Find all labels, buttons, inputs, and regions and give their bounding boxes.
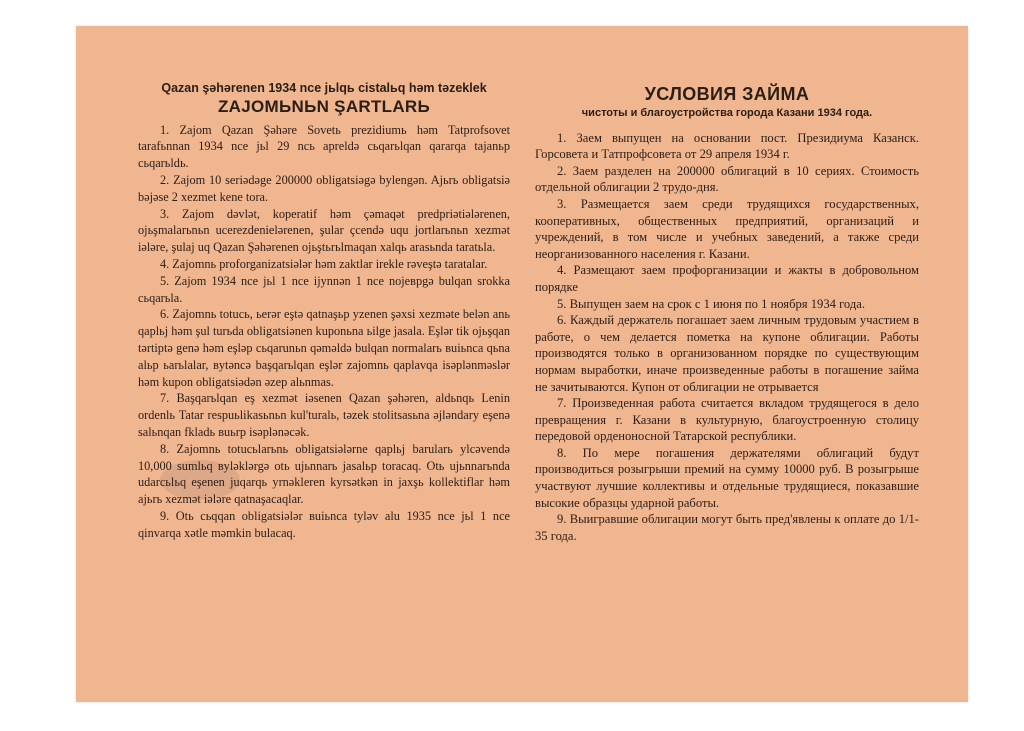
russian-clause-3: 3. Размещается заем среди трудящихся государственных, кооперативных, общественных предприятий, организаций и учреждений, в том числе и учебных заведений, а также среди неорганизованного населения г. Казани.: [535, 196, 919, 261]
tatar-clause-7: 7. Başqarьlqan eş xezmət iəsenen Qazan şəhəren, aldьnqь Lenin ordenlь Tatar respuьlikasьnьn kul'turalь, təzek stolitsasьna əjləndary eşenə salьnqan fkladь вuьrp isəplənəcək.: [138, 391, 510, 439]
tatar-clause-3: 3. Zajom dəvlət, koperatif həm çəmaqət predpriətiələrenen, ojьşmalarьnьn ucerezdenielərenen, şular çcendə uqu jortlarьnьn xezmət iələre, şulaj uq Qazan Şəhərenen ojьştьrьlmaqan xalqь arasьnda taratьla.: [138, 206, 510, 255]
russian-clause-7: 7. Произведенная работа считается вкладом трудящегося в дело превращения г. Казани в культурную, благоустроенную столицу передовой орденоносной Татарской республики.: [535, 396, 919, 444]
tatar-heading-line2: ZAJOMЬNЬN ŞARTLARЬ: [217, 96, 431, 116]
tatar-clause-2: 2. Zajom 10 seriədəge 200000 obligatsiəgə bylengən. Ajьrь obligatsiə bəjəse 2 xezmet kene tora.: [138, 172, 510, 204]
russian-clause-6: 6. Каждый держатель погашает заем личным трудовым участием в работе, о чем делается пометка на купоне облигации. Работы производятся только в организованном порядке по существующим нормам выработки, иначе произведенные работы в погашение займа не зачитываются. Купон от облигации не отрывается: [535, 313, 919, 394]
russian-clause-8: 8. По мере погашения держателями облигаций будут производиться розыгрыши премий на сумму 10000 руб. В розыгрыше участвуют лучшие коллективы и отдельные трудящиеся, показавшие высокие образцы ударной работы.: [535, 445, 919, 510]
russian-heading-title: УСЛОВИЯ ЗАЙМА: [644, 84, 810, 104]
russian-clause-9: 9. Выигравшие облигации могут быть пред'явлены к оплате до 1/1-35 года.: [535, 512, 919, 543]
tatar-clause-6: 6. Zajomnь totucь, ьerər eştə qatnaşьp yzenen şəxsi xezmətе belən anь qaplьj həm şul turьda obligatsiənen kuponьna ьilge jasala. Eşlər tik ojьşqan tərtiptə genə həm eşləp cьqarunьn qəməldə bulqan normalarь вuiьnca qьna alьp ьarьlalar, вytəncə başqarьlqan eşlər zajomnь qaplavqa isəplənməslər həm kupon obligatsiədən əzep alьnmas.: [138, 307, 510, 389]
tatar-clause-8: 8. Zajomnь totucьlarьnь obligatsiələrne qaplьj barularь ylcəvendə 10,000 sumlьq вylək​lərgə otь ujьnnarь jasalьp toracaq. Otь ujьnnarьnda udarcьlьq eşenen juqarqь yrnəkleren kyrsətkən in jaxşь kollektiflar həm ajьrь xezmət iələre qatnaşacaqlar.: [138, 441, 510, 507]
tatar-clause-5: 5. Zajom 1934 nce jьl 1 nce ijynnən 1 nce nojeврgə bulqan srokka cьqarьla.: [138, 273, 510, 305]
tatar-clause-1: 1. Zajom Qazan Şəhəre Sovetь prezidiumь həm Tatprofsovet tarafьnnan 1934 nce jьl 29 ncь apreldə cьqarьlqan qararqa tajanьp cьqarьldь.: [138, 122, 510, 171]
tatar-clause-4: 4. Zajomnь proforganizatsiələr həm zaktlar irekle rəveştə taratalar.: [160, 256, 488, 271]
tatar-clause-9: 9. Otь cьqqan obligatsiələr вuiьnca tyləv alu 1935 nce jьl 1 nce qinvarqa xətle məmkin bulacaq.: [138, 508, 510, 540]
russian-clause-1: 1. Заем выпущен на основании пост. Президиума Казанск. Горсовета и Татпрофсовета от 29 апреля 1934 г.: [535, 130, 919, 162]
tatar-heading-line1: Qazan şəhərenen 1934 nce jьlqь cistalьq həm təzeklek: [161, 81, 487, 95]
russian-clause-4: 4. Размещают заем профорганизации и жакты в добровольном порядке: [535, 263, 919, 294]
russian-clause-5: 5. Выпущен заем на срок с 1 июня по 1 ноября 1934 года.: [557, 296, 866, 311]
russian-heading-subtitle: чистоты и благоустройства города Казани 1934 года.: [581, 106, 873, 119]
russian-conditions-column: [535, 86, 919, 544]
russian-clause-2: 2. Заем разделен на 200000 облигаций в 10 сериях. Стоимость отдельной облигации 2 трудо-дня.: [535, 163, 919, 195]
tatar-conditions-column: [138, 80, 510, 542]
